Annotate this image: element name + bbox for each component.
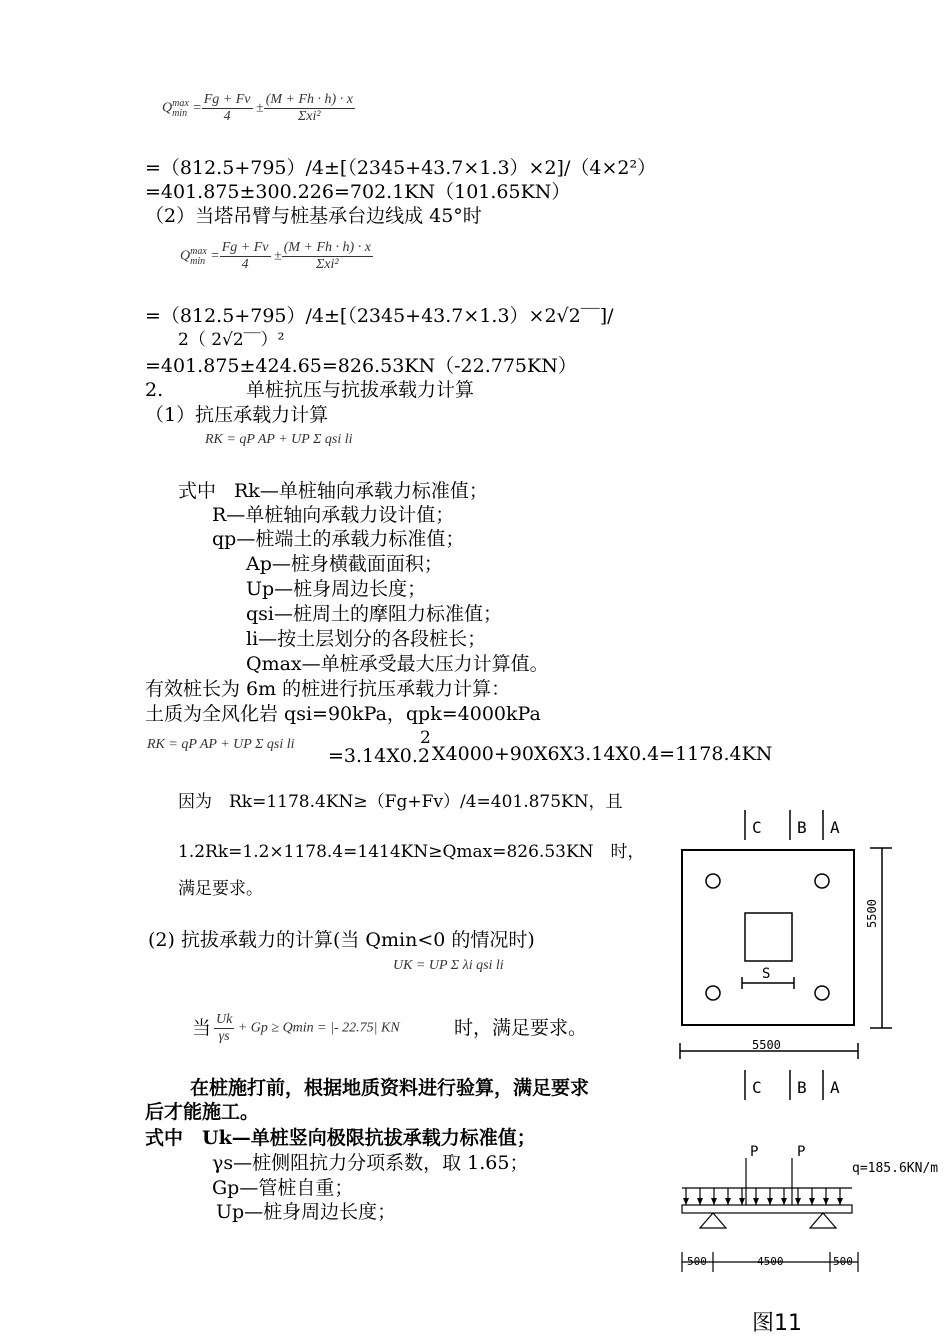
dim-left-label: 500 xyxy=(687,1255,707,1268)
line-13: 1.2Rk=1.2×1178.4=1414KN≥Qmax=826.53KN 时， xyxy=(178,842,645,862)
frac-2 xyxy=(264,92,355,125)
def-6: qsi—桩周土的摩阻力标准值； xyxy=(246,603,502,625)
formula-uplift xyxy=(214,1012,400,1045)
line-9: 有效桩长为 6m 的桩进行抗压承载力计算： xyxy=(145,678,511,700)
uplift-rest: + Gp ≥ Qmin = |- 22.75| KN xyxy=(237,1020,400,1036)
line-15: (2) 抗拔承载力的计算(当 Qmin<0 的情况时) xyxy=(148,929,535,951)
dim-vertical-label: 5500 xyxy=(865,899,879,928)
dim-mid-label: 4500 xyxy=(757,1255,784,1268)
line-16-b: 时，满足要求。 xyxy=(454,1017,588,1039)
def-10: γs—桩侧阻抗力分项系数，取 1.65； xyxy=(212,1152,529,1174)
line-7-num: 2. xyxy=(145,379,164,401)
frac-num-uk: Uk xyxy=(216,1012,233,1027)
load-label-p2: P xyxy=(797,1144,806,1160)
axis-label-top-c: C xyxy=(752,818,762,837)
frac-num-4: (M + Fh · h) · x xyxy=(283,240,371,255)
q-symbol: Q xyxy=(162,100,173,116)
axis-label-top-b: B xyxy=(797,818,807,837)
frac-den-3: 4 xyxy=(241,257,249,272)
line-17: 在桩施打前，根据地质资料进行验算，满足要求 xyxy=(190,1077,590,1099)
formula-q-max-min-2: Qmax min = $\frac{Fg + Fv}{4}$ ± $\frac{(M + Fh \cdot h) \cdot x}{\text{Σxi²}}$ xyxy=(180,240,371,272)
formula-rk-1: RK = qP AP + UP Σ qsi li xyxy=(205,432,353,447)
q-sup: max xyxy=(172,97,189,109)
line-1: =（812.5+795）/4±[（2345+43.7×1.3）×2]/（4×2²） xyxy=(145,157,657,179)
frac-num-1: Fg + Fv xyxy=(203,92,251,107)
def-2: R—单桩轴向承载力设计值； xyxy=(212,504,455,526)
axis-label-bottom-a: A xyxy=(830,1078,840,1097)
line-16-a: 当 xyxy=(192,1017,212,1039)
frac-den-4: Σxi² xyxy=(315,257,339,272)
figure-caption: 图11 xyxy=(752,1311,802,1336)
frac-uk-ys xyxy=(214,1012,234,1045)
q-sup-2: max xyxy=(190,245,207,257)
frac-num-2: (M + Fh · h) · x xyxy=(265,92,353,107)
formula-q-max-min-1: Qmax min = $\frac{Fg + Fv}{4}$ ± $\frac{(M + Fh \cdot h) \cdot x}{\text{Σxi²}}$ xyxy=(162,92,353,124)
line-11-sup: 2 xyxy=(420,728,431,748)
def-11: Gp—管桩自重； xyxy=(212,1177,354,1199)
frac-den-1: 4 xyxy=(223,109,231,124)
frac-den-2: Σxi² xyxy=(297,109,321,124)
def-4: Ap—桩身横截面面积； xyxy=(246,553,443,575)
def-12: Up—桩身周边长度； xyxy=(216,1201,397,1223)
def-7: li—按土层划分的各段桩长； xyxy=(246,628,487,650)
line-10: 土质为全风化岩 qsi=90kPa，qpk=4000kPa xyxy=(145,703,541,725)
def-1: Rk—单桩轴向承载力标准值； xyxy=(234,480,488,502)
axis-label-top-a: A xyxy=(830,818,840,837)
line-14: 满足要求。 xyxy=(178,879,263,899)
q-sub: min xyxy=(172,107,188,119)
dim-right-label: 500 xyxy=(833,1255,853,1268)
spacing-label: S xyxy=(762,966,771,982)
line-6: =401.875±424.65=826.53KN（-22.775KN） xyxy=(145,355,577,377)
line-4: =（812.5+795）/4±[（2345+43.7×1.3）×2√2‾‾]/ xyxy=(145,305,614,327)
def-3: qp—桩端土的承载力标准值； xyxy=(212,528,465,550)
def-intro: 式中 xyxy=(178,480,217,502)
frac-4 xyxy=(282,240,373,273)
formula-uk: UK = UP Σ λi qsi li xyxy=(393,958,504,973)
frac-den-ys: γs xyxy=(218,1029,230,1044)
axis-label-bottom-b: B xyxy=(797,1078,807,1097)
def-5: Up—桩身周边长度； xyxy=(246,578,427,600)
def-8: Qmax—单桩承受最大压力计算值。 xyxy=(246,653,549,675)
line-3: （2）当塔吊臂与桩基承台边线成 45°时 xyxy=(145,205,482,227)
line-11b: X4000+90X6X3.14X0.4=1178.4KN xyxy=(432,743,773,765)
q-symbol-2: Q xyxy=(180,248,191,264)
frac-num-3: Fg + Fv xyxy=(221,240,269,255)
frac-3 xyxy=(220,240,271,273)
line-2: =401.875±300.226=702.1KN（101.65KN） xyxy=(145,181,571,203)
line-7: 单桩抗压与抗拔承载力计算 xyxy=(246,379,475,401)
frac-1 xyxy=(202,92,253,125)
line-8: （1）抗压承载力计算 xyxy=(145,404,329,426)
line-11: =3.14X0.2 xyxy=(328,745,430,767)
def-9: 式中 Uk—单桩竖向极限抗拔承载力标准值； xyxy=(145,1127,536,1149)
formula-rk-2: RK = qP AP + UP Σ qsi li xyxy=(147,737,295,752)
line-12: 因为 Rk=1178.4KN≥（Fg+Fv）/4=401.875KN，且 xyxy=(178,792,623,812)
load-label-q: q=185.6KN/m xyxy=(852,1161,939,1176)
axis-label-bottom-c: C xyxy=(752,1078,762,1097)
q-sub-2: min xyxy=(190,255,206,267)
load-label-p1: P xyxy=(750,1144,759,1160)
dim-horizontal-label: 5500 xyxy=(752,1038,781,1052)
line-5: 2（ 2√2‾‾）² xyxy=(178,330,285,350)
line-18: 后才能施工。 xyxy=(145,1101,260,1123)
